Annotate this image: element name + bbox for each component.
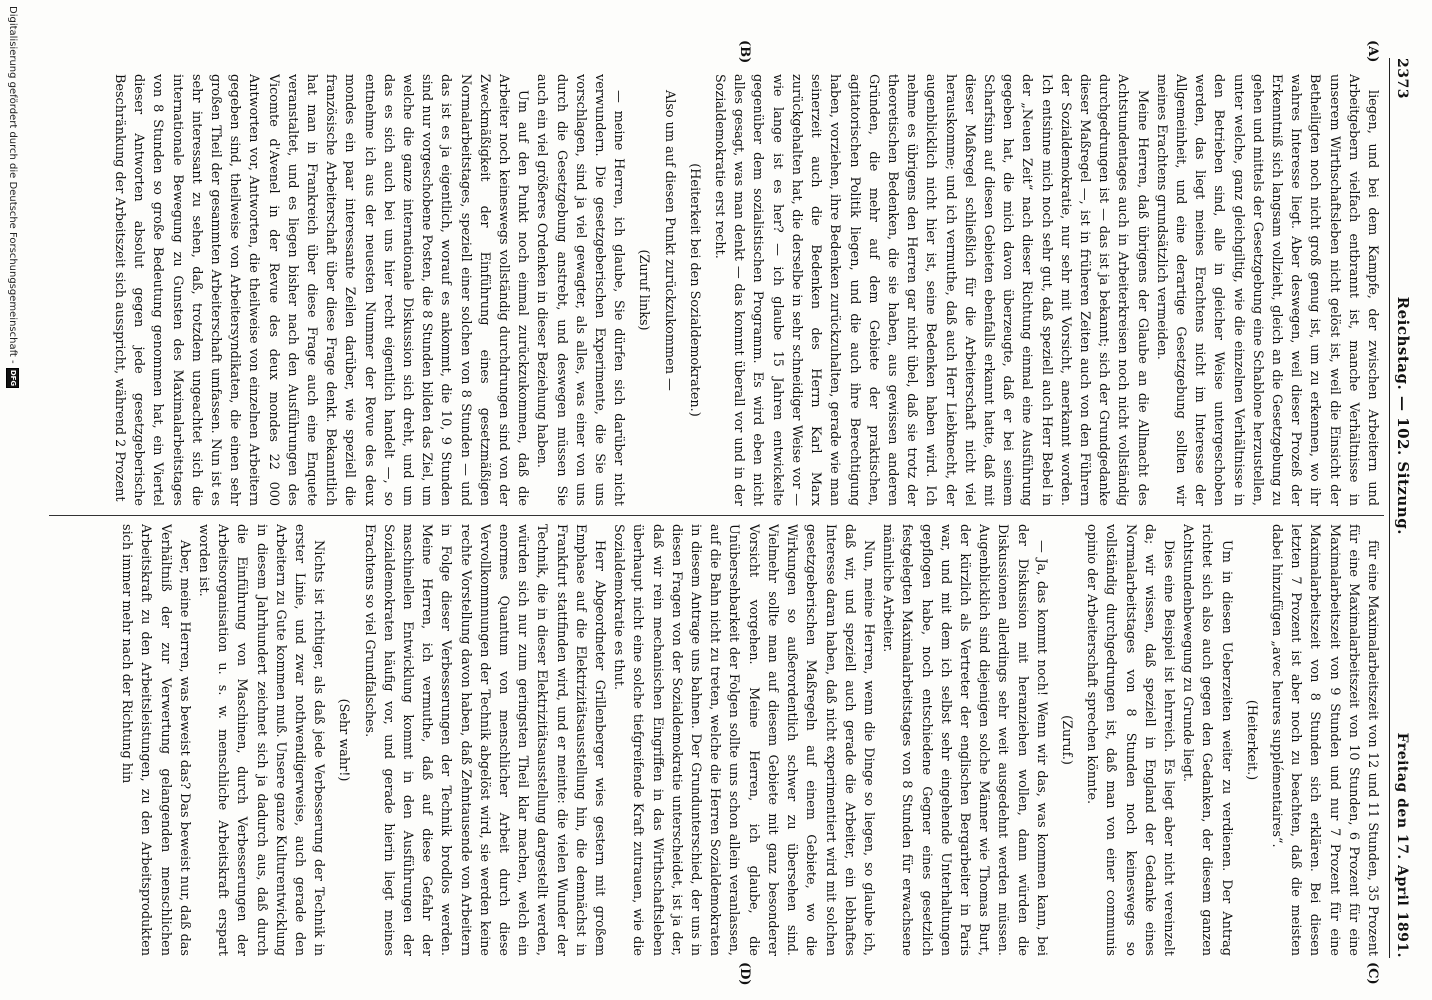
margin-mark-b: (B) <box>737 40 752 64</box>
paragraph: Meine Herren, daß übrigens der Glaube an die Allmacht des Achtstundentages auch in Arbeiterkreisen noch nicht vollständig durchgedrungen ist — das ist ja bekannt; sich der Grundgedanke dieser Maßregel —, ist in früheren Zeiten auch von den Führern der Sozialdemokratie, nur sehr mit Vorsicht, anerkannt worden. Ich entsinne mich noch sehr gut, daß speziell auch Herr Bebel in der „Neuen Zeit“ nach dieser Richtung einmal eine Ausführung gegeben hat, die mich davon überzeugte, daß er bei seinem Scharfsinn auf diesen Gebieten ebenfalls erkannt hatte, daß mit dieser Maßregel schließlich für die Arbeiterschaft nicht viel herauskomme; und ich vermuthe, daß auch Herr Liebknecht, der augenblicklich nicht hier ist, seine Bedenken haben wird. Ich nehme es übrigens den Herren gar nicht übel, daß sie trotz der theoretischen Bedenken, die sie haben, aus gewissen anderen Gründen, die mehr auf dem Gebiete der praktischen, agitatorischen Politik liegen, und die auch ihre Berechtigung haben, vorziehen, ihre Bedenken zurückzuhalten, gerade wie man seinerzeit auch die Bedenken des Herrn Karl Marx zurückgehalten hat, die derselbe in sehr schneidiger Weise vor — wie lange ist es her? — ich glaube 15 Jahren entwickelte gegenüber dem sozialistischen Programm. Es wird eben nicht alles gesagt, was man denkt — das kommt überall vor und in der Sozialdemokratie erst recht. <box>712 74 1150 506</box>
column-rule <box>49 515 1384 516</box>
interjection: (Sehr wahr!) <box>336 698 352 782</box>
dfg-logo: DFG <box>6 368 19 388</box>
interjection: (Zuruf links) <box>636 249 652 331</box>
header-rule <box>1389 58 1390 958</box>
paragraph: Um in diesen Ueberzeiten weiter zu verdienen. Der Antrag richtet sich also auch gegen den Gedanken, der diesem ganzen Achtstundenbewegung zu Grunde liegt. <box>1180 524 1234 956</box>
margin-mark-c: (C) <box>1365 962 1380 985</box>
paragraph: Herr Abgeordneter Grillenberger wies gestern mit großem Emphase auf die Elektrizitätsausstellung hin, die demnächst in Frankfurt stattfinden wird, und er meinte: die vielen Wunder der Technik, die in dieser Elektrizitätsausstellung dargestellt werden, würden sich nur zum geringsten Theil klar machen, welch ein enormes Quantum von menschlicher Arbeit durch diese Vervollkommnungen der Technik abgelöst wird, sie werden keine rechte Vorstellung davon haben, daß Zehntausende von Arbeitern in Folge dieser Verbesserungen der Technik brodlos werden. Meine Herren, ich vermuthe, daß auf diese Gefahr der maschinellen Entwicklung kommt in den Ausführungen der Sozialdemokraten häufig vor, und gerade hierin liegt meines Erachtens so viel Grundfalsches. <box>361 524 608 956</box>
paragraph: Nun, meine Herren, wenn die Dinge so liegen, so glaube ich, daß wir, und speziell auch gerade die Arbeiter, ein lebhaftes Interesse daran haben, daß nicht experimentiert wird mit solchen gesetzgeberischen Maßregeln auf einem Gebiete, wo die Wirkungen so außerordentlich schwer zu übersehen sind. Vielmehr sollte man auf diesem Gebiete mit ganz besonderer Vorsicht vorgehen. Meine Herren, ich glaube, die Unübersehbarkeit der Folgen sollte uns schon allein veranlassen, auf die Bahn nicht zu treten, welche die Herren Sozialdemokraten in diesem Antrage uns bahnen. Der Grundunterschied, der uns in diesen Fragen von der Sozialdemokratie unterscheidet, ist ja der, daß wir rein mechanischen Eingriffen in das Wirthschaftsleben überhaupt nicht eine solche tiefgreifende Kraft zutrauen, wie die Sozialdemokratie es thut. <box>611 524 876 956</box>
paragraph: — Ja, das kommt noch! Wenn wir das, was kommen kann, bei der Diskussion mit heranziehen wollen, dann würden die Diskussionen allerdings sehr weit ausgedehnt werden müssen. Augenblicklich sind diejenigen solche Männer wie Thomas Burt, der kürzlich als Vertreter der englischen Bergarbeiter in Paris war, und mit dem ich selbst sehr eingehende Unterhaltungen gepflogen habe, noch entschiedene Gegner eines gesetzlich festgelegten Maximalarbeitstages von 8 Stunden für erwachsene männliche Arbeiter. <box>880 524 1049 956</box>
page-number: 2373 <box>1394 58 1410 99</box>
paragraph: Also um auf diesen Punkt zurückzukommen — <box>661 90 677 391</box>
header-title: Reichstag. — 102. Sitzung. <box>1394 296 1412 535</box>
interjection: (Zuruf.) <box>1058 715 1074 765</box>
page-header <box>1394 58 1418 958</box>
paragraph: Aber, meine Herren, was beweist das? Das beweist nur, daß das Verhältniß der zur Verwertung gelangenden menschlichen Arbeitskraft zu den Arbeitsleistungen, zu den Arbeitsprodukten sich immer mehr nach der Richtung hin <box>119 524 192 956</box>
interjection: (Heiterkeit bei den Sozialdemokraten.) <box>686 163 702 417</box>
margin-mark-d: (D) <box>737 962 752 986</box>
paragraph: Nichts ist richtiger, als daß jede Verbesserung der Technik in erster Linie, und zwar nothwendigerweise, auch gerade den Arbeitern zu Gute kommen muß. Unsere ganze Kulturentwicklung in diesem Jahrhundert zeichnet sich ja dadurch aus, daß durch die Einführung von Maschinen, durch Verbesserungen der Arbeitsorganisation u. s. w. menschliche Arbeitskraft erspart worden ist. <box>196 524 327 956</box>
paragraph: liegen, und bei dem Kampfe, der zwischen Arbeitern und Arbeitgebern vielfach entbrannt ist, manche Verhältnisse in unserem Wirthschaftsleben nicht gelöst ist, weil die Einsicht der Betheiligten noch nicht groß genug ist, um zu erkennen, wo ihr wahres Interesse liegt. Aber deswegen, weil dieser Prozeß der Erkenntniß sich langsam vollzieht, gleich an die Gesetzgebung zu gehen und mittels der Gesetzgebung eine Schablone herzustellen, unter welche, ganz gleichgiltig, wie die einzelnen Verhältnisse in den Betrieben sind, alle in gleicher Weise untergeschoben werden, das liegt meines Erachtens nicht im Interesse der Allgemeinheit, und eine derartige Gesetzgebung sollten wir meines Erachtens grundsätzlich vermeiden. <box>1153 74 1380 506</box>
right-column <box>52 524 1382 956</box>
digitization-credit: Digitalisierung gefördert durch die Deutsche Forschungsgemeinschaft - <box>7 6 18 364</box>
left-column <box>52 74 1382 506</box>
header-date: Freitag den 17. April 1891. <box>1394 732 1410 958</box>
paragraph: Dies eine Beispiel ist lehrreich. Es liegt aber nicht vereinzelt da; wir wissen, daß speziell in England der Gedanke eines Normalarbeitstages von 8 Stunden noch keineswegs so vollständig durchgedrungen ist, daß man von einer communis opinio der Arbeiterschaft sprechen könnte. <box>1084 524 1176 956</box>
paragraph: — meine Herren, ich glaube, Sie dürfen sich darüber nicht verwundern. Die gesetzgeberischen Experimente, die Sie uns vorschlagen, sind ja viel gewagter, als alles, was einer von uns durch die Gesetzgebung anstrebt, und deswegen müssen Sie auch ein viel größeres Ordenken in dieser Beziehung haben. <box>534 74 627 506</box>
paragraph: Um auf den Punkt noch einmal zurückzukommen, daß die Arbeiter noch keineswegs vollständig durchdrungen sind von der Zweckmäßigkeit der Einführung eines gesetzmäßigen Normalarbeitstages, speziell einer solchen von 8 Stunden — und das ist es ja eigentlich, worauf es ankommt, die 10, 9 Stunden sind nur vorgeschobene Posten, die 8 Stunden bilden das Ziel, um welche die ganze internationale Diskussion sich dreht, und um das es sich auch bei uns hier recht eigentlich handelt —, so entnehme ich aus der neuesten Nummer der Revue des deux mondes ein paar interessante Zeilen darüber, wie speziell die französische Arbeiterschaft über diese Frage denkt. Bekanntlich hat man in Frankreich über diese Frage auch eine Enquete veranstaltet, und es liegen bisher nach den Ausführungen des Vicomte d'Avenel in der Revue des deux mondes 22 000 Antworten vor, Antworten, die theilweise von einzelnen Arbeitern gegeben sind, theilweise von Arbeitersyndikaten, die einen sehr großen Theil der gesammten Arbeiterschaft umfassen. Nun ist es sehr interessant zu sehen, daß, trotzdem ungeachtet sich die internationale Bewegung zu Gunsten des Maximalarbeitstages von 8 Stunden so große Bedeutung genommen hat, ein Viertel dieser Antworten absolut gegen jede gesetzgeberische Beschränkung der Arbeitszeit sich ausspricht, während 2 Prozent <box>112 74 531 506</box>
paragraph: für eine Maximalarbeitszeit von 12 und 11 Stunden, 35 Prozent für eine Maximalarbeitszeit von 10 Stunden, 6 Prozent für eine Maximalarbeitszeit von 9 Stunden und nur 7 Prozent für eine Maximalarbeitszeit von 8 Stunden sich erklären. Bei diesen letzten 7 Prozent ist aber noch zu beachten, daß die meisten dabei hinzufügen „avec heures supplémentaires“. <box>1268 524 1380 956</box>
margin-mark-a: (A) <box>1365 40 1380 63</box>
interjection: (Heiterkeit.) <box>1243 699 1259 781</box>
